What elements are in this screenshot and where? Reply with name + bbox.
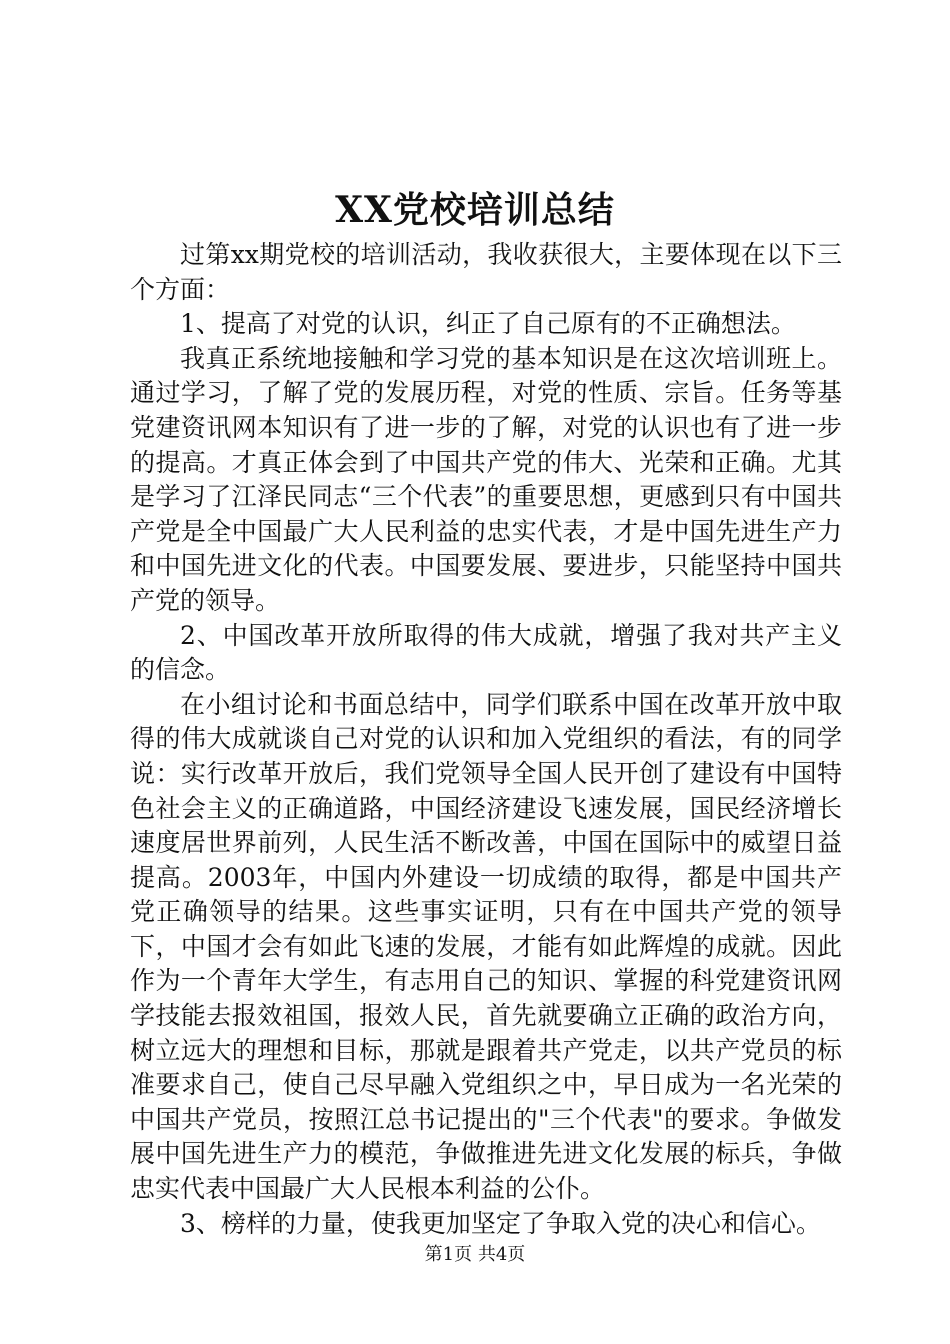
document-body [130, 238, 842, 1241]
paragraph-point-1: 1、提高了对党的认识，纠正了自己原有的不正确想法。 [180, 309, 796, 339]
paragraph-point-1-detail: 我真正系统地接触和学习党的基本知识是在这次培训班上。通过学习，了解了党的发展历程，对党的性质、宗旨。任务等基党建资讯网本知识有了进一步的了解，对党的认识也有了进一步的提高。才真正体会到了中国共产党的伟大、光荣和正确。尤其是学习了江泽民同志“三个代表”的重要思想，更感到只有中国共产党是全中国最广大人民利益的忠实代表，才是中国先进生产力和中国先进文化的代表。中国要发展、要进步，只能坚持中国共产党的领导。 [130, 343, 842, 615]
paragraph-point-3: 3、榜样的力量，使我更加坚定了争取入党的决心和信心。 [180, 1208, 821, 1238]
page-footer: 第1页 共4页 [424, 1244, 526, 1265]
paragraph-point-2-detail: 在小组讨论和书面总结中，同学们联系中国在改革开放中取得的伟大成就谈自己对党的认识和加入党组织的看法，有的同学说：实行改革开放后，我们党领导全国人民开创了建设有中国特色社会主义的正确道路，中国经济建设飞速发展，国民经济增长速度居世界前列，人民生活不断改善，中国在国际中的威望日益提高。2003年，中国内外建设一切成绩的取得，都是中国共产党正确领导的结果。这些事实证明，只有在中国共产党的领导下，中国才会有如此飞速的发展，才能有如此辉煌的成就。因此作为一个青年大学生，有志用自己的知识、掌握的科党建资讯网学技能去报效祖国，报效人民，首先就要确立正确的政治方向，树立远大的理想和目标，那就是跟着共产党走，以共产党员的标准要求自己，使自己尽早融入党组织之中，早日成为一名光荣的中国共产党员，按照江总书记提出的"三个代表"的要求。争做发展中国先进生产力的模范，争做推进先进文化发展的标兵，争做忠实代表中国最广大人民根本利益的公仆。 [130, 689, 842, 1204]
paragraph-point-2: 2、中国改革开放所取得的伟大成就，增强了我对共产主义的信念。 [130, 620, 842, 685]
document-title: XX党校培训总结 [335, 189, 615, 231]
paragraph-intro: 过第xx期党校的培训活动，我收获很大，主要体现在以下三个方面： [130, 240, 842, 304]
